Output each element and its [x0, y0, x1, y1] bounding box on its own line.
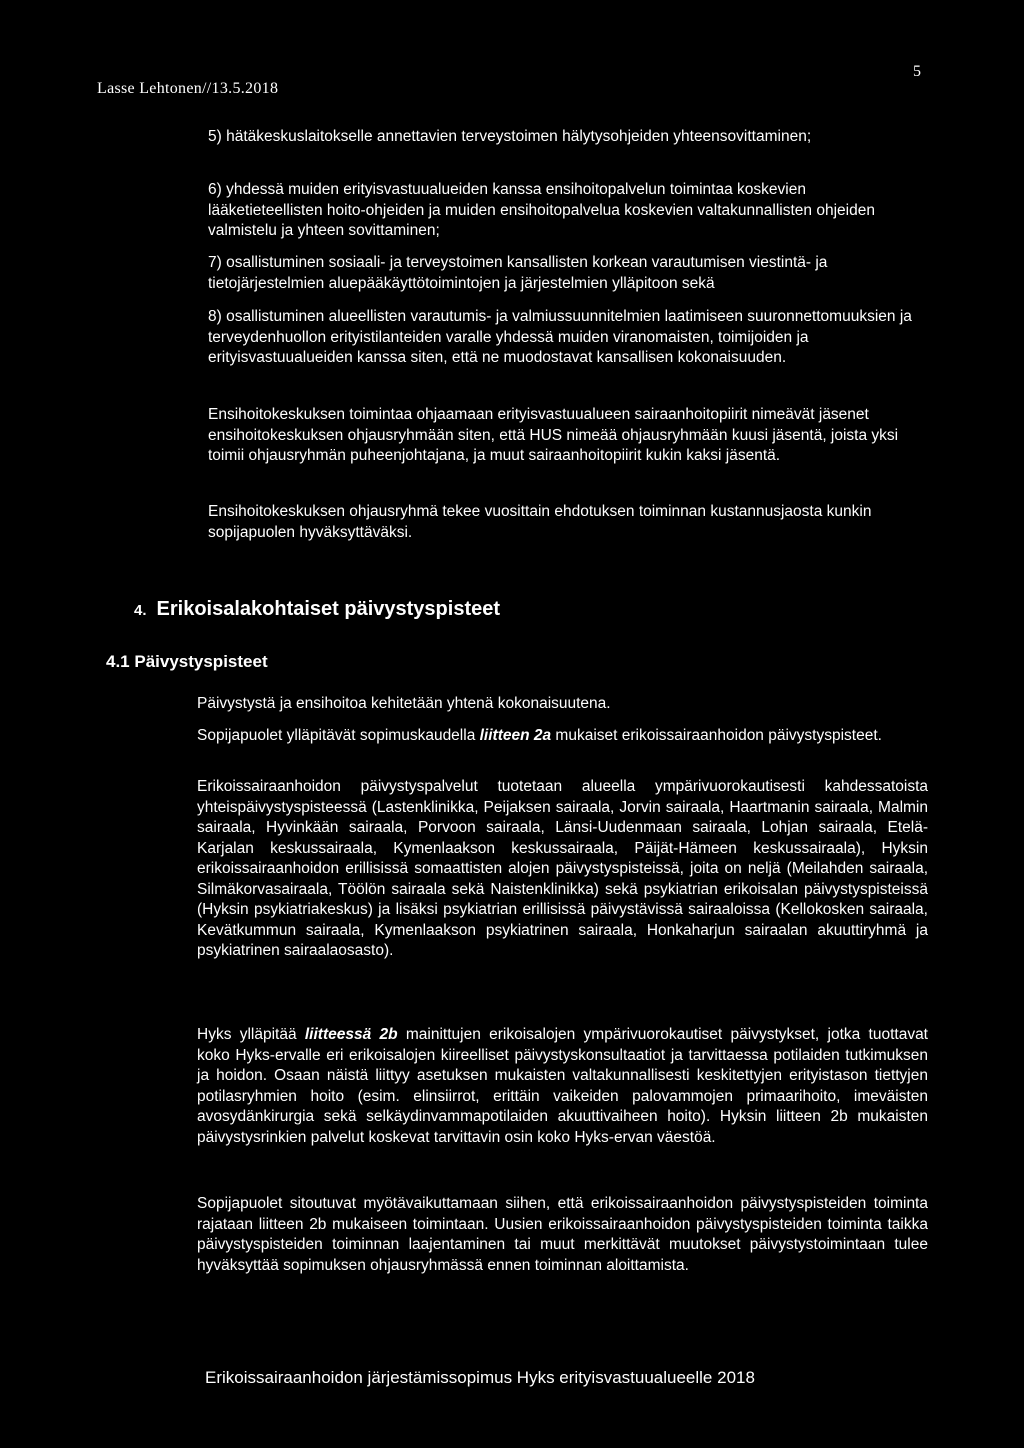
paragraph-cost-allocation: Ensihoitokeskuksen ohjausryhmä tekee vuosittain ehdotuksen toiminnan kustannusjaosta kunkin sopijapuolen hyväksyttäväksi.: [208, 503, 872, 541]
appendix-reference-2a: liitteen 2a: [479, 727, 552, 744]
paragraph-appendix-2b: [197, 1025, 928, 1148]
paragraph-commitment: Sopijapuolet sitoutuvat myötävaikuttamaan siihen, että erikoissairaanhoidon päivystyspisteiden toiminta rajataan liitteen 2b mukaiseen toimintaan. Uusien erikoissairaanhoidon päivystyspisteiden toiminta taikka päivystyspisteiden toiminnan laajentaminen tai muut merkittävät muutokset päivystystoimintaan tulee hyväksyttää sopimuksen ohjausryhmässä ennen toiminnan aloittamista.: [197, 1195, 928, 1274]
paragraph-item-6: 6) yhdessä muiden erityisvastuualueiden kanssa ensihoitopalvelun toimintaa koskevien lääketieteellisten hoito-ohjeiden ja muiden ensihoitopalvelua koskevien valtakunnallisten ohjeiden valmistelu ja yhteen sovittaminen;: [208, 181, 875, 239]
text-run: mainittujen erikoisalojen ympärivuorokautiset päivystykset, jotka tuottavat koko Hyks-ervalle eri erikoisalojen kiireelliset päivystyskonsultaatiot ja tarvittaessa potilaiden tutkimuksen ja hoidon. Osaan näistä liittyy asetuksen mukaisten valtakunnallisesti keskitettyjen erityistason tiettyjen potilasryhmien hoito (esim. elinsiirrot, erittäin vaikeiden palovammojen primaarihoito, imeväisten avosydänkirurgia sekä selkäydinvammapotilaiden akuuttivaiheen hoito). Hyksin liitteen 2b mukaisten päivystysrinkien palvelut koskevat tarvittavin osin koko Hyks-ervan väestöä.: [197, 1026, 928, 1146]
paragraph-hospital-list: Erikoissairaanhoidon päivystyspalvelut tuotetaan alueella ympärivuorokautisesti kahdessatoista yhteispäivystyspisteessä (Lastenklinikka, Peijaksen sairaala, Jorvin sairaala, Haartmanin sairaala, Malmin sairaala, Hyvinkään sairaala, Porvoon sairaala, Länsi-Uudenmaan sairaala, Lohjan sairaala, Etelä-Karjalan keskussairaala, Kymenlaakson keskussairaala, Päijät-Hämeen keskussairaala), Hyksin erikoissairaanhoidon erillisissä somaattisten alojen päivystyspisteissä, joita on neljä (Meilahden sairaala, Silmäkorvasairaala, Töölön sairaala sekä Naistenklinikka) sekä psykiatrian erikoisalan päivystyspisteissä (Hyksin psykiatriakeskus) ja lisäksi psykiatrian erillisissä päivystävissä sairaaloissa (Kellokosken sairaala, Kevätkummun sairaala, Kymenlaakson psykiatrinen sairaala, Honkaharjun sairaalan akuuttiryhmä ja psykiatrinen sairaalaosasto).: [197, 778, 928, 959]
chapter-number: 4.: [134, 602, 147, 619]
page-number: 5: [913, 63, 921, 80]
text-run: mukaiset erikoissairaanhoidon päivystyspisteet.: [551, 727, 882, 744]
text-run: Sopijapuolet ylläpitävät sopimuskaudella: [197, 727, 480, 744]
subsection-heading: 4.1 Päivystyspisteet: [106, 652, 268, 671]
text-run: Hyks ylläpitää: [197, 1026, 305, 1043]
chapter-title: Erikoisalakohtaiset päivystyspisteet: [156, 598, 501, 620]
paragraph-item-5: 5) hätäkeskuslaitokselle annettavien terveystoimen hälytysohjeiden yhteensovittaminen;: [208, 128, 812, 145]
paragraph-intro: Päivystystä ja ensihoitoa kehitetään yhtenä kokonaisuutena.: [197, 695, 611, 712]
paragraph-item-8: 8) osallistuminen alueellisten varautumis- ja valmiussuunnitelmien laatimiseen suuronnettomuuksien ja terveydenhuollon erityistilanteiden varalle yhdessä muiden viranomaisten, toimijoiden ja erityisvastuualueiden kanssa siten, että ne muodostavat kansallisen kokonaisuuden.: [208, 308, 912, 366]
paragraph-steering-group: Ensihoitokeskuksen toimintaa ohjaamaan erityisvastuualueen sairaanhoitopiirit nimeävät jäsenet ensihoitokeskuksen ohjausryhmään siten, että HUS nimeää ohjausryhmään kuusi jäsentä, joista yksi toimii ohjausryhmän puheenjohtajana, ja muut sairaanhoitopiirit kukin kaksi jäsentä.: [208, 406, 899, 464]
appendix-reference-2b: liitteessä 2b: [304, 1026, 398, 1043]
page-header-left: Lasse Lehtonen//13.5.2018: [97, 80, 279, 97]
paragraph-appendix-2a: [197, 726, 928, 747]
chapter-heading: [134, 598, 500, 621]
paragraph-item-7: 7) osallistuminen sosiaali- ja terveystoimen kansallisten korkean varautumisen viestintä- ja tietojärjestelmien aluepääkäyttötoimintojen ja järjestelmien ylläpitoon sekä: [208, 254, 828, 292]
page-footer: Erikoissairaanhoidon järjestämissopimus Hyks erityisvastuualueelle 2018: [205, 1368, 755, 1387]
